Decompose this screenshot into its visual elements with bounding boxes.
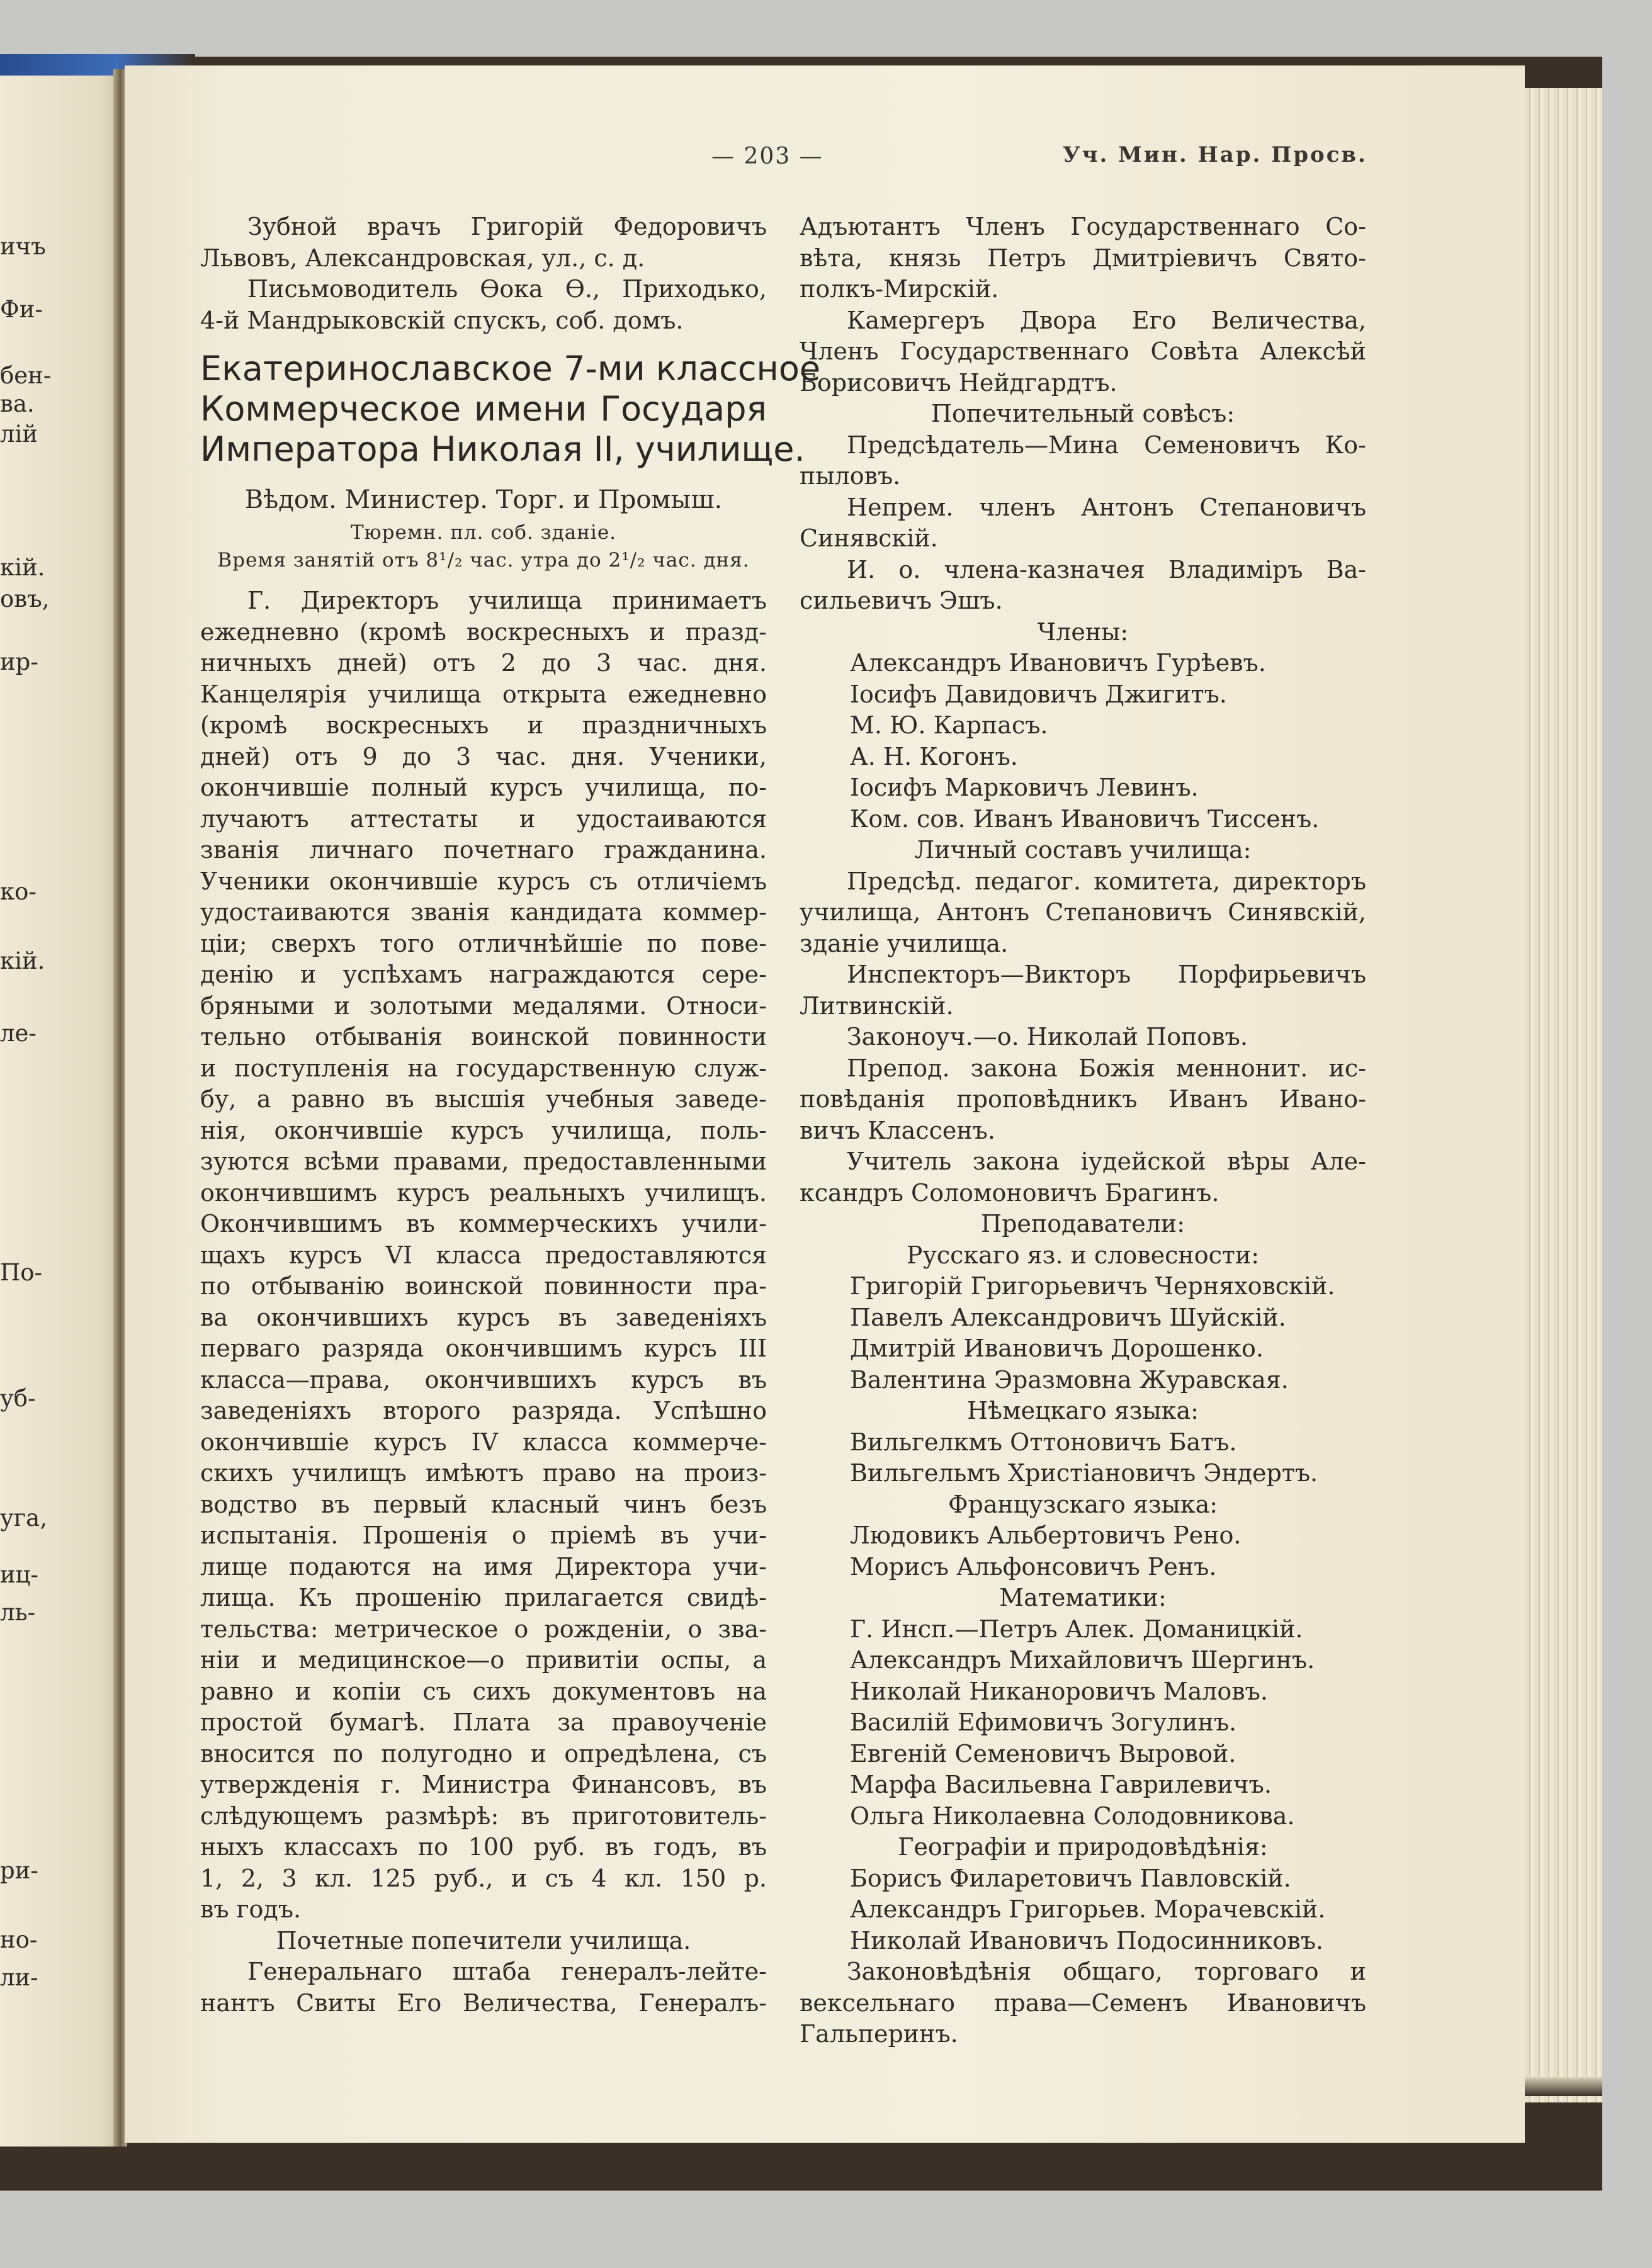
math-teacher-item: Василiй Ефимовичъ Зогулинъ. (850, 1708, 1237, 1736)
chairman-entry-line: пыловъ. (800, 462, 901, 490)
left-page-fragment: Фи- (0, 296, 43, 323)
body-paragraph-line: класса—права, окончившихъ курсъ въ (200, 1365, 767, 1394)
body-paragraph-line: денiю и успѣхамъ награждаются сере- (200, 961, 767, 988)
page-number: — 203 — (711, 144, 823, 169)
chamberlain-entry-line: Борисовичъ Нейдгардтъ. (800, 368, 1117, 397)
staff-chair-entry-line: училища, Антонъ Степановичъ Синявскiй, (800, 898, 1366, 926)
board-heading: Попечительный совѣсъ: (931, 400, 1235, 427)
body-paragraph-line: лища. Къ прошенiю прилагается свидѣ- (200, 1584, 767, 1611)
body-paragraph-line: (кромѣ воскресныхъ и праздничныхъ (200, 711, 767, 739)
left-page-fragment: уга, (0, 1504, 47, 1532)
left-page-fragment: ва. (0, 390, 35, 417)
body-paragraph-line: испытанiя. Прошенiя о прiемѣ въ учи- (200, 1521, 767, 1549)
body-paragraph-line: щахъ курсъ VI класса предоставляются (200, 1241, 767, 1269)
page-edges (1525, 88, 1602, 2102)
body-paragraph-line: нiя, окончившiе курсъ училища, поль- (200, 1116, 767, 1144)
left-page-fragment: ль- (0, 1599, 36, 1626)
math-teacher-item: Николай Никаноровичъ Маловъ. (850, 1677, 1268, 1705)
left-page-fragment: бен- (0, 362, 52, 389)
russian-teacher-item: Дмитрiй Ивановичъ Дорошенко. (850, 1334, 1264, 1362)
body-paragraph-line: по отбыванiю воинской повинности пра- (200, 1272, 767, 1300)
body-paragraph-line: цiи; сверхъ того отличнѣйшiе по пове- (200, 929, 767, 957)
geo-teacher-item: Николай Ивановичъ Подосинниковъ. (850, 1926, 1323, 1955)
math-heading: Математики: (999, 1584, 1167, 1611)
french-heading: Французскаго языка: (948, 1490, 1218, 1518)
page-edges-bottom (1525, 2077, 1602, 2096)
staff-chair-entry-line: зданiе училища. (800, 929, 1009, 957)
mennonite-entry-line: вичъ Классенъ. (800, 1116, 995, 1144)
body-paragraph-line: въ годъ. (200, 1895, 302, 1923)
body-paragraph-line: окончившiе курсъ IV класса коммерче- (200, 1428, 767, 1456)
chamberlain-entry-line: Членъ Государственнаго Совѣта Алексѣй (800, 337, 1366, 365)
math-teacher-item: Марфа Васильевна Гаврилевичъ. (850, 1771, 1272, 1798)
french-teacher-item: Морисъ Альфонсовичъ Ренъ. (850, 1552, 1217, 1581)
clerk-entry-line: Письмоводитель Ѳока Ѳ., Приходько, (247, 275, 767, 303)
german-teacher-item: Вильгелкмъ Оттоновичъ Батъ. (850, 1428, 1237, 1456)
jewish-entry-line: ксандръ Соломоновичъ Брагинъ. (800, 1178, 1219, 1207)
law-entry-line: Гальперинъ. (800, 2020, 958, 2048)
body-paragraph-line: водство въ первый класный чинъ безъ (200, 1490, 767, 1518)
member-item: Iосифъ Давидовичъ Джигитъ. (850, 680, 1227, 708)
priest-entry: Законоуч.—о. Николай Поповъ. (847, 1023, 1248, 1051)
body-paragraph-line: лище подаются на имя Директора учи- (200, 1552, 767, 1581)
body-paragraph-line: заведенiяхъ второго разряда. Успѣшно (200, 1397, 767, 1425)
body-paragraph-line: Канцелярiя училища открыта ежедневно (200, 680, 767, 708)
left-page-fragment: ле- (0, 1020, 37, 1047)
member-item: Iосифъ Марковичъ Левинъ. (850, 774, 1199, 801)
honorary-heading: Почетные попечители училища. (276, 1926, 691, 1955)
left-page-fragment: кiй. (0, 554, 45, 581)
member-item: Ком. сов. Иванъ Ивановичъ Тиссенъ. (850, 804, 1320, 833)
body-paragraph-line: бряными и золотыми медалями. Относи- (200, 991, 767, 1020)
body-paragraph-line: ва окончившихъ курсъ въ заведенiяхъ (200, 1303, 767, 1331)
body-paragraph-line: ежедневно (кромѣ воскресныхъ и празд- (200, 618, 767, 646)
department: Вѣдом. Министер. Торг. и Промыш. (244, 485, 723, 514)
left-page (0, 76, 118, 2147)
staff-chair-entry-line: Предсѣд. педагог. комитета, директоръ (847, 867, 1366, 895)
honorary-entry-line: вѣта, князь Петръ Дмитрiевичъ Свято- (800, 244, 1366, 272)
body-paragraph-line: ничныхъ дней) отъ 2 до 3 час. дня. (200, 649, 767, 677)
school-title (200, 349, 821, 470)
law-entry-line: вексельнаго права—Семенъ Ивановичъ (800, 1989, 1366, 2017)
body-paragraph-line: Окончившимъ въ коммерческихъ учили- (200, 1210, 767, 1238)
hours: Время занятiй отъ 8¹/₂ час. утра до 2¹/₂ час. дня. (217, 549, 750, 572)
law-entry-line: Законовѣдѣнiя общаго, торговаго и (847, 1958, 1366, 1985)
body-paragraph-line: дней) отъ 9 до 3 час. дня. Ученики, (200, 742, 767, 770)
jewish-entry-line: Учитель закона iудейской вѣры Але- (847, 1148, 1366, 1175)
body-paragraph-line: утвержденiя г. Министра Финансовъ, въ (200, 1771, 767, 1798)
dentist-entry-line: Зубной врачъ Григорiй Федоровичъ (247, 213, 767, 240)
body-paragraph-line: Ученики окончившiе курсъ съ отличiемъ (200, 867, 767, 895)
left-column (200, 212, 821, 2019)
left-page-fragment: ли- (0, 1964, 38, 1991)
left-page-fragment: лiй (0, 420, 38, 448)
member-item: А. Н. Когонъ. (850, 742, 1018, 770)
member-entry-line: Непрем. членъ Антонъ Степановичъ (847, 493, 1366, 521)
address: Тюремн. пл. соб. зданiе. (350, 521, 617, 544)
body-paragraph-line: бу, а равно въ высшiя учебныя заведе- (200, 1085, 767, 1113)
math-teacher-item: Евгенiй Семеновичъ Выровой. (850, 1739, 1236, 1768)
teachers-heading: Преподаватели: (980, 1210, 1185, 1238)
left-page-fragment: уб- (0, 1385, 36, 1412)
body-paragraph-line: окончившимъ курсъ реальныхъ училищъ. (200, 1178, 767, 1207)
body-paragraph-line: равно и копiи съ сихъ документовъ на (200, 1677, 767, 1705)
dentist-entry-line: Львовъ, Александровская, ул., с. д. (200, 244, 645, 272)
chairman-entry-line: Предсѣдатель—Мина Семеновичъ Ко- (847, 431, 1366, 459)
body-paragraph-line: лучаютъ аттестаты и удостаиваются (200, 804, 767, 833)
running-title: Уч. Мин. Нар. Просв. (1063, 142, 1367, 167)
french-teacher-item: Людовикъ Альбертовичъ Рено. (850, 1521, 1242, 1549)
body-paragraph-line: тельства: метрическое о рожденiи, о зва- (200, 1615, 767, 1643)
body-paragraph-line: простой бумагѣ. Плата за правоученiе (200, 1708, 767, 1736)
body-paragraph-line: Г. Директоръ училища принимаетъ (247, 587, 767, 614)
honorary-entry-line: полкъ-Мирскiй. (800, 275, 999, 303)
mennonite-entry-line: Препод. закона Божiя меннонит. ис- (847, 1054, 1366, 1082)
treasurer-entry-line: И. о. члена-казначея Владимiръ Ва- (847, 555, 1366, 584)
russian-heading: Русскаго яз. и словесности: (906, 1241, 1260, 1269)
treasurer-entry-line: сильевичъ Эшъ. (800, 587, 1003, 614)
math-teacher-item: Александръ Михайловичъ Шергинъ. (850, 1646, 1315, 1674)
geo-teacher-item: Александръ Григорьев. Морачевскiй. (850, 1895, 1326, 1923)
left-page-fragment: ир- (0, 648, 38, 675)
member-entry-line: Синявскiй. (800, 524, 938, 552)
staff-heading: Личный составъ училища: (914, 836, 1252, 864)
honorary-entry-line: Адъютантъ Членъ Государственнаго Со- (800, 213, 1366, 240)
math-teacher-item: Г. Инсп.—Петръ Алек. Доманицкiй. (850, 1615, 1303, 1643)
left-page-fragment: ичъ (0, 233, 46, 260)
body-paragraph-line: скихъ училищъ имѣютъ право на произ- (200, 1459, 767, 1487)
right-column (800, 212, 1366, 2050)
member-item: М. Ю. Карпасъ. (850, 711, 1048, 739)
honorary-entry-line: Генеральнаго штаба генералъ-лейте- (247, 1958, 767, 1985)
school-title-line: Коммерческое имени Государя (200, 389, 767, 429)
member-item: Александръ Ивановичъ Гурѣевъ. (850, 649, 1266, 677)
school-title-line: Императора Николая II, училище. (200, 429, 805, 469)
german-heading: Нѣмецкаго языка: (967, 1397, 1199, 1425)
russian-teacher-item: Григорiй Григорьевичъ Черняховскiй. (850, 1272, 1335, 1300)
body-paragraph-line: званiя личнаго почетнаго гражданина. (200, 836, 767, 864)
body-paragraph-line: зуются всѣми правами, предоставленными (200, 1148, 767, 1175)
spacer (200, 574, 767, 585)
left-page-fragment: кiй. (0, 947, 45, 974)
body-paragraph-line: нiи и медицинское—о привитiи оспы, а (200, 1646, 767, 1674)
geo-teacher-item: Борисъ Филаретовичъ Павловскiй. (850, 1864, 1291, 1892)
clerk-entry-line: 4-й Мандрыковскiй спускъ, соб. домъ. (200, 306, 684, 334)
body-paragraph-line: и поступленiя на государственную служ- (200, 1054, 767, 1082)
members-heading: Члены: (1037, 618, 1129, 646)
russian-teacher-item: Павелъ Александровичъ Шуйскiй. (850, 1303, 1286, 1331)
german-teacher-item: Вильгельмъ Христiановичъ Эндертъ. (850, 1459, 1318, 1487)
body-paragraph-line: слѣдующемъ размѣрѣ: въ приготовитель- (200, 1802, 767, 1830)
inspector-entry-line: Инспекторъ—Викторъ Порфирьевичъ (847, 961, 1366, 988)
mennonite-entry-line: повѣданiя проповѣдникъ Иванъ Ивано- (800, 1085, 1366, 1113)
body-paragraph-line: окончившiе полный курсъ училища, по- (200, 774, 767, 801)
math-teacher-item: Ольга Николаевна Солодовникова. (850, 1802, 1295, 1830)
body-paragraph-line: удостаиваются званiя кандидата коммер- (200, 898, 767, 926)
school-title-line: Екатеринославское 7-ми классное (200, 349, 821, 388)
body-paragraph-line: ныхъ классахъ по 100 руб. въ годъ, въ (200, 1833, 767, 1861)
body-paragraph-line: тельно отбыванiя воинской повинности (200, 1023, 767, 1051)
body-paragraph-line: вносится по полугодно и опредѣлена, съ (200, 1739, 767, 1768)
left-page-fragment: иц- (0, 1561, 38, 1588)
inspector-entry-line: Литвинскiй. (800, 991, 954, 1020)
left-page-fragment: По- (0, 1259, 43, 1286)
body-paragraph-line: перваго разряда окончившимъ курсъ III (200, 1334, 767, 1362)
left-page-fragment: ри- (0, 1857, 38, 1884)
left-page-fragment: овъ, (0, 585, 50, 612)
left-page-fragment: но- (0, 1926, 38, 1953)
left-page-fragment: ко- (0, 878, 37, 905)
geo-heading: Географiи и природовѣдѣнiя: (898, 1833, 1268, 1861)
body-paragraph-line: 1, 2, 3 кл. 125 руб., и съ 4 кл. 150 р. (200, 1864, 767, 1892)
chamberlain-entry-line: Камергеръ Двора Его Величества, (847, 306, 1366, 334)
honorary-entry-line: нантъ Свиты Его Величества, Генералъ- (200, 1989, 767, 2017)
russian-teacher-item: Валентина Эразмовна Журавская. (850, 1365, 1289, 1394)
